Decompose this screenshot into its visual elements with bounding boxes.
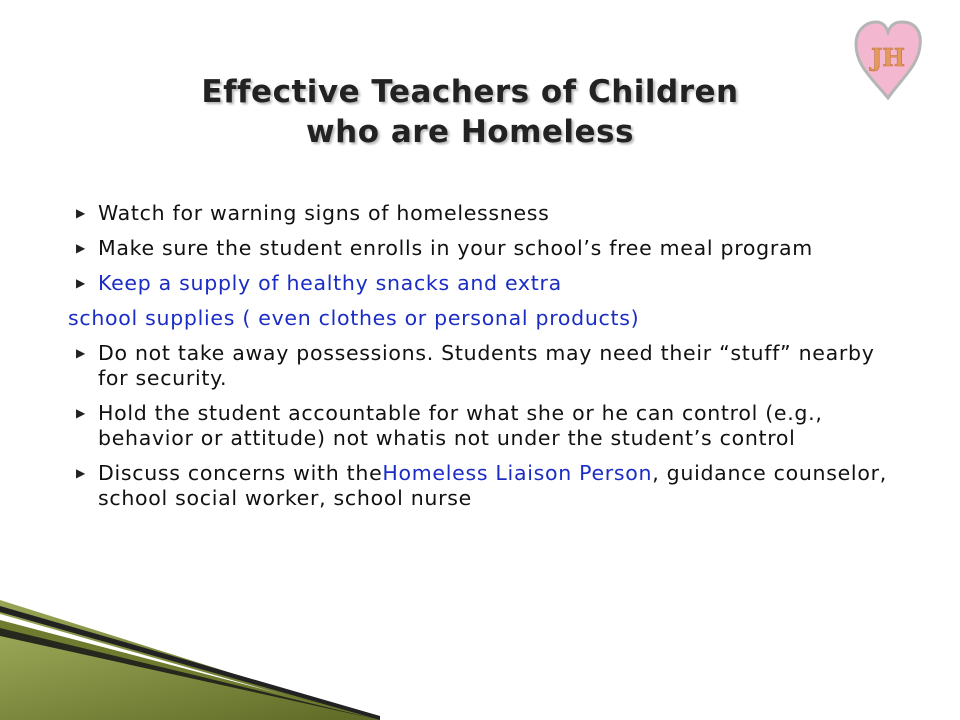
title-line-2: who are Homeless (306, 114, 634, 150)
continuation-text: school supplies ( even clothes or personal products) (68, 306, 640, 330)
bullet-marker-icon: ▶ (76, 276, 86, 290)
heart-logo (852, 18, 924, 100)
bullet-list (68, 201, 898, 511)
title-line-1: Effective Teachers of Children (201, 74, 739, 110)
bullet-item (68, 461, 898, 511)
bullet-text: Do not take away possessions. Students may need their “stuff” nearby for security. (98, 341, 875, 390)
bullet-marker-icon: ▶ (76, 241, 86, 255)
bullet-text: Discuss concerns with the (98, 461, 383, 485)
corner-decoration (0, 580, 380, 720)
bullet-item (68, 341, 898, 391)
bullet-text: Watch for warning signs of homelessness (98, 201, 550, 225)
liaison-highlight: Homeless Liaison Person (382, 461, 653, 485)
bullet-marker-icon: ▶ (76, 346, 86, 360)
bullet-item (68, 201, 898, 226)
bullet-item (68, 236, 898, 261)
bullet-marker-icon: ▶ (76, 466, 86, 480)
bullet-text-tail: , guidance counselor, school social worker, school nurse (98, 461, 887, 510)
slide-title (140, 72, 800, 152)
bullet-text: Hold the student accountable for what she or he can control (e.g., behavior or attitude) not whatis not under the student’s control (98, 401, 823, 450)
bullet-item (68, 401, 898, 451)
logo-text: JH (870, 43, 906, 72)
bullet-text: Make sure the student enrolls in your school’s free meal program (98, 236, 813, 260)
bullet-text: Keep a supply of healthy snacks and extra (98, 271, 562, 295)
bullet-marker-icon: ▶ (76, 206, 86, 220)
bullet-item (68, 271, 898, 296)
bullet-marker-icon: ▶ (76, 406, 86, 420)
